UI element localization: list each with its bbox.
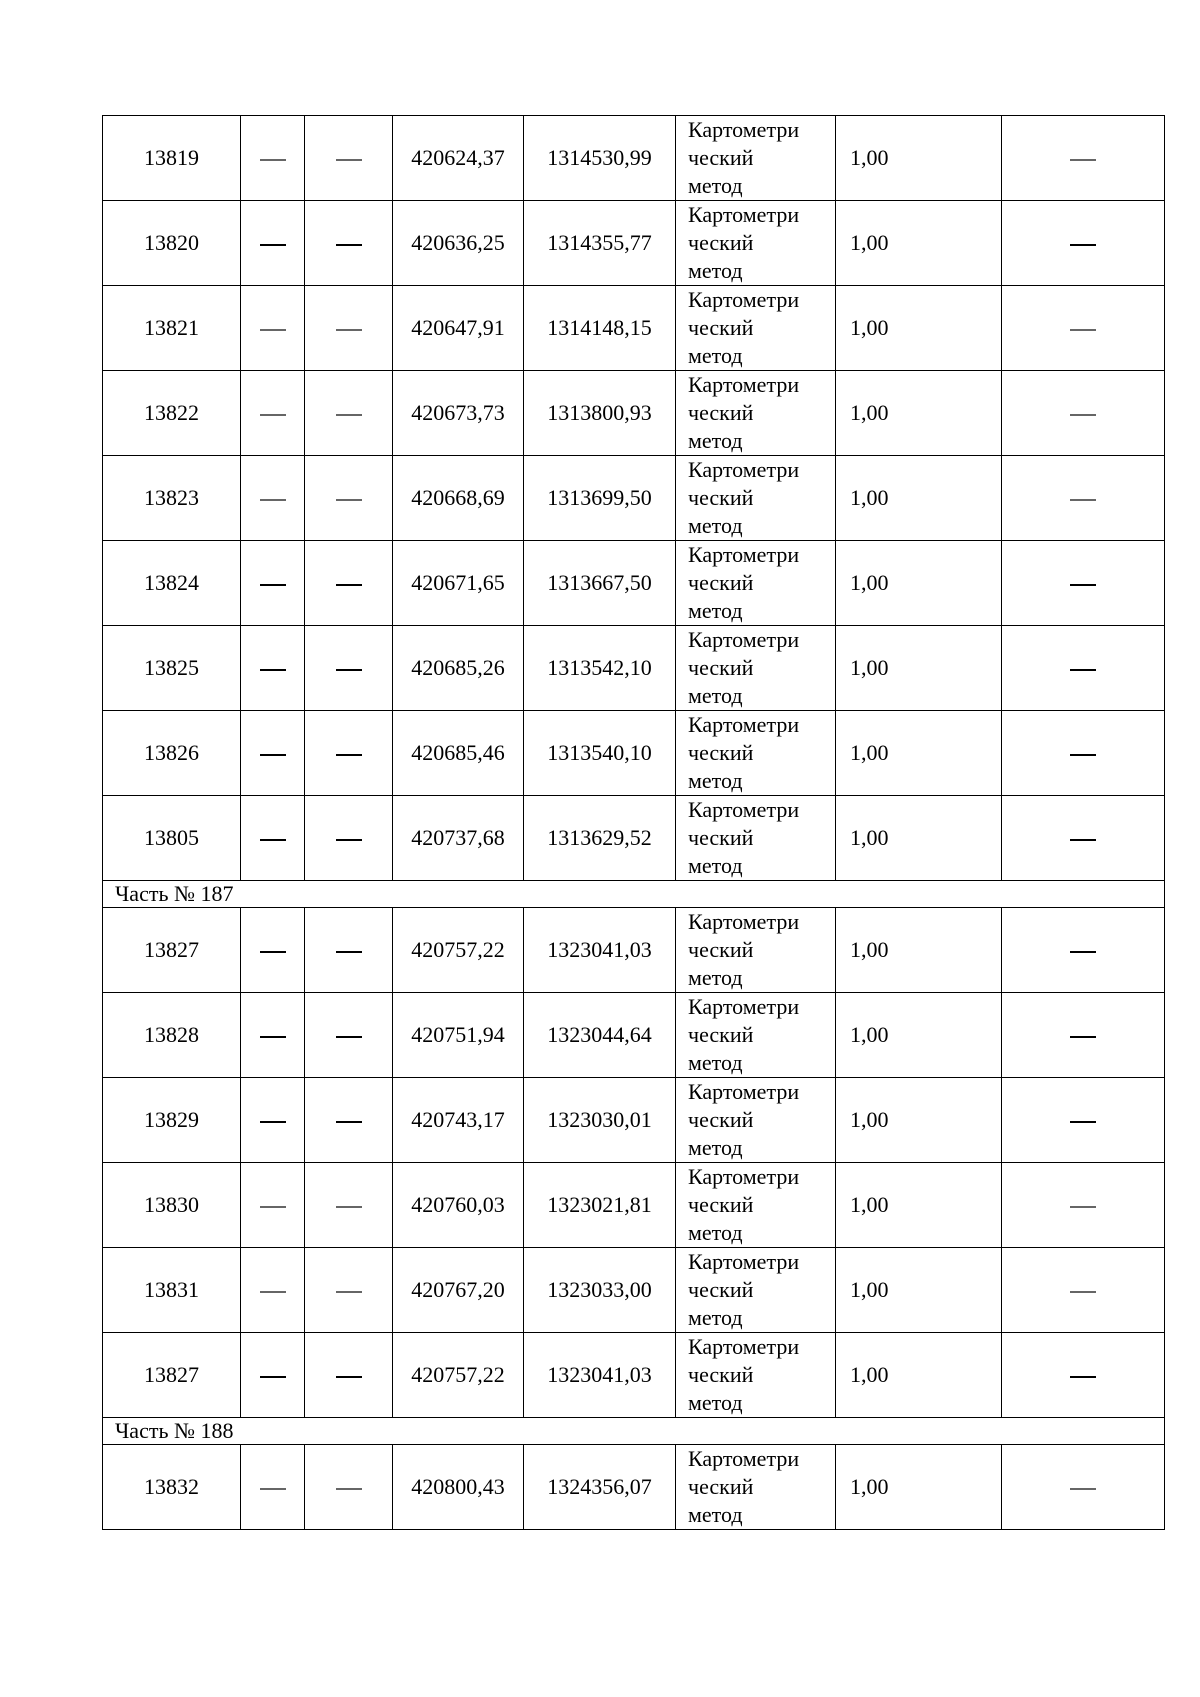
description-cell <box>1002 993 1165 1078</box>
precision-cell: 1,00 <box>836 1248 1002 1333</box>
old-x-cell <box>241 116 305 201</box>
new-y-cell: 1314530,99 <box>524 116 676 201</box>
method-cell <box>676 286 836 371</box>
method-line: ческий <box>688 825 754 850</box>
new-y-cell: 1313800,93 <box>524 371 676 456</box>
point-number-cell: 13827 <box>103 908 241 993</box>
old-x-cell <box>241 908 305 993</box>
precision-cell: 1,00 <box>836 286 1002 371</box>
old-x-cell <box>241 626 305 711</box>
method-line: Картометри <box>688 1446 800 1471</box>
dash-mark <box>1070 1121 1096 1123</box>
old-x-cell <box>241 1163 305 1248</box>
method-cell <box>676 1248 836 1333</box>
method-line: метод <box>688 1135 743 1160</box>
dash-mark <box>1070 414 1096 416</box>
old-y-cell <box>305 371 393 456</box>
description-cell <box>1002 116 1165 201</box>
old-y-cell <box>305 1163 393 1248</box>
method-line: ческий <box>688 740 754 765</box>
method-line: Картометри <box>688 909 800 934</box>
description-cell <box>1002 286 1165 371</box>
new-y-cell: 1323041,03 <box>524 1333 676 1418</box>
dash-mark <box>1070 584 1096 586</box>
dash-mark <box>336 1036 362 1038</box>
method-line: метод <box>688 598 743 623</box>
dash-mark <box>260 1488 286 1490</box>
new-x-cell: 420685,46 <box>393 711 524 796</box>
dash-mark <box>336 951 362 953</box>
old-y-cell <box>305 908 393 993</box>
method-line: ческий <box>688 1277 754 1302</box>
old-y-cell <box>305 286 393 371</box>
method-line: Картометри <box>688 994 800 1019</box>
method-line: ческий <box>688 1022 754 1047</box>
method-line: метод <box>688 1305 743 1330</box>
method-line: ческий <box>688 655 754 680</box>
method-line: Картометри <box>688 1334 800 1359</box>
dash-mark <box>336 669 362 671</box>
old-y-cell <box>305 993 393 1078</box>
method-cell <box>676 201 836 286</box>
dash-mark <box>1070 1376 1096 1378</box>
method-line: Картометри <box>688 1164 800 1189</box>
dash-mark <box>1070 754 1096 756</box>
precision-cell: 1,00 <box>836 1163 1002 1248</box>
part-label: Часть № 188 <box>103 1418 1165 1445</box>
dash-mark <box>336 414 362 416</box>
point-number-cell: 13820 <box>103 201 241 286</box>
method-line: метод <box>688 683 743 708</box>
method-line: ческий <box>688 315 754 340</box>
precision-cell: 1,00 <box>836 371 1002 456</box>
old-x-cell <box>241 796 305 881</box>
point-number-cell: 13829 <box>103 1078 241 1163</box>
table-body <box>103 116 1165 1530</box>
dash-mark <box>1070 951 1096 953</box>
method-line: метод <box>688 853 743 878</box>
method-cell <box>676 993 836 1078</box>
new-y-cell: 1314148,15 <box>524 286 676 371</box>
old-x-cell <box>241 1445 305 1530</box>
dash-mark <box>336 1121 362 1123</box>
dash-mark <box>336 754 362 756</box>
old-y-cell <box>305 711 393 796</box>
new-x-cell: 420767,20 <box>393 1248 524 1333</box>
method-line: ческий <box>688 400 754 425</box>
table-row <box>103 1248 1165 1333</box>
dash-mark <box>260 329 286 331</box>
dash-mark <box>1070 159 1096 161</box>
dash-mark <box>336 1291 362 1293</box>
description-cell <box>1002 371 1165 456</box>
precision-cell: 1,00 <box>836 541 1002 626</box>
old-y-cell <box>305 116 393 201</box>
description-cell <box>1002 1445 1165 1530</box>
new-x-cell: 420757,22 <box>393 908 524 993</box>
method-line: метод <box>688 428 743 453</box>
method-line: метод <box>688 513 743 538</box>
method-line: Картометри <box>688 457 800 482</box>
table-row <box>103 993 1165 1078</box>
table-row <box>103 711 1165 796</box>
old-x-cell <box>241 711 305 796</box>
dash-mark <box>1070 499 1096 501</box>
precision-cell: 1,00 <box>836 116 1002 201</box>
old-y-cell <box>305 541 393 626</box>
method-line: метод <box>688 343 743 368</box>
old-y-cell <box>305 1333 393 1418</box>
dash-mark <box>336 584 362 586</box>
old-x-cell <box>241 1078 305 1163</box>
method-line: метод <box>688 258 743 283</box>
dash-mark <box>336 1206 362 1208</box>
method-cell <box>676 1445 836 1530</box>
dash-mark <box>260 1291 286 1293</box>
method-cell <box>676 456 836 541</box>
precision-cell: 1,00 <box>836 711 1002 796</box>
new-y-cell: 1313629,52 <box>524 796 676 881</box>
description-cell <box>1002 1333 1165 1418</box>
dash-mark <box>260 669 286 671</box>
point-number-cell: 13828 <box>103 993 241 1078</box>
method-cell <box>676 626 836 711</box>
dash-mark <box>260 1036 286 1038</box>
new-y-cell: 1323041,03 <box>524 908 676 993</box>
method-line: Картометри <box>688 287 800 312</box>
table-row <box>103 541 1165 626</box>
point-number-cell: 13822 <box>103 371 241 456</box>
dash-mark <box>260 159 286 161</box>
method-cell <box>676 1078 836 1163</box>
method-line: Картометри <box>688 117 800 142</box>
new-x-cell: 420671,65 <box>393 541 524 626</box>
precision-cell: 1,00 <box>836 1445 1002 1530</box>
method-line: ческий <box>688 485 754 510</box>
dash-mark <box>1070 1036 1096 1038</box>
method-line: ческий <box>688 1362 754 1387</box>
method-line: ческий <box>688 1474 754 1499</box>
new-y-cell: 1323033,00 <box>524 1248 676 1333</box>
new-x-cell: 420800,43 <box>393 1445 524 1530</box>
dash-mark <box>1070 1206 1096 1208</box>
point-number-cell: 13825 <box>103 626 241 711</box>
dash-mark <box>336 499 362 501</box>
old-y-cell <box>305 1445 393 1530</box>
table-row <box>103 1078 1165 1163</box>
method-line: метод <box>688 1220 743 1245</box>
method-cell <box>676 711 836 796</box>
dash-mark <box>260 414 286 416</box>
precision-cell: 1,00 <box>836 1078 1002 1163</box>
new-x-cell: 420743,17 <box>393 1078 524 1163</box>
method-line: ческий <box>688 145 754 170</box>
description-cell <box>1002 908 1165 993</box>
new-x-cell: 420757,22 <box>393 1333 524 1418</box>
dash-mark <box>260 1121 286 1123</box>
point-number-cell: 13805 <box>103 796 241 881</box>
point-number-cell: 13821 <box>103 286 241 371</box>
method-cell <box>676 541 836 626</box>
dash-mark <box>260 839 286 841</box>
point-number-cell: 13826 <box>103 711 241 796</box>
point-number-cell: 13827 <box>103 1333 241 1418</box>
new-y-cell: 1323021,81 <box>524 1163 676 1248</box>
table-row <box>103 1163 1165 1248</box>
method-cell <box>676 116 836 201</box>
dash-mark <box>1070 1488 1096 1490</box>
precision-cell: 1,00 <box>836 201 1002 286</box>
dash-mark <box>260 754 286 756</box>
new-x-cell: 420737,68 <box>393 796 524 881</box>
old-x-cell <box>241 541 305 626</box>
dash-mark <box>260 1376 286 1378</box>
precision-cell: 1,00 <box>836 993 1002 1078</box>
method-line: ческий <box>688 1192 754 1217</box>
old-x-cell <box>241 1248 305 1333</box>
new-y-cell: 1313667,50 <box>524 541 676 626</box>
new-y-cell: 1323030,01 <box>524 1078 676 1163</box>
coordinates-table <box>102 115 1165 1530</box>
table-row <box>103 1445 1165 1530</box>
precision-cell: 1,00 <box>836 626 1002 711</box>
description-cell <box>1002 541 1165 626</box>
new-x-cell: 420624,37 <box>393 116 524 201</box>
dash-mark <box>1070 329 1096 331</box>
part-header-row <box>103 1418 1165 1445</box>
old-y-cell <box>305 626 393 711</box>
method-line: Картометри <box>688 542 800 567</box>
new-x-cell: 420760,03 <box>393 1163 524 1248</box>
old-x-cell <box>241 993 305 1078</box>
method-cell <box>676 1333 836 1418</box>
method-line: Картометри <box>688 1249 800 1274</box>
new-y-cell: 1314355,77 <box>524 201 676 286</box>
new-x-cell: 420668,69 <box>393 456 524 541</box>
new-x-cell: 420647,91 <box>393 286 524 371</box>
method-line: метод <box>688 768 743 793</box>
point-number-cell: 13832 <box>103 1445 241 1530</box>
new-x-cell: 420685,26 <box>393 626 524 711</box>
method-line: Картометри <box>688 372 800 397</box>
table-row <box>103 201 1165 286</box>
dash-mark <box>1070 839 1096 841</box>
old-y-cell <box>305 1078 393 1163</box>
method-cell <box>676 908 836 993</box>
description-cell <box>1002 1078 1165 1163</box>
old-y-cell <box>305 201 393 286</box>
old-x-cell <box>241 286 305 371</box>
dash-mark <box>336 159 362 161</box>
new-x-cell: 420751,94 <box>393 993 524 1078</box>
dash-mark <box>260 1206 286 1208</box>
method-cell <box>676 371 836 456</box>
method-line: метод <box>688 1502 743 1527</box>
part-header-row <box>103 881 1165 908</box>
dash-mark <box>1070 669 1096 671</box>
old-y-cell <box>305 456 393 541</box>
dash-mark <box>260 499 286 501</box>
point-number-cell: 13830 <box>103 1163 241 1248</box>
dash-mark <box>260 951 286 953</box>
point-number-cell: 13831 <box>103 1248 241 1333</box>
dash-mark <box>336 1376 362 1378</box>
table-row <box>103 626 1165 711</box>
dash-mark <box>336 1488 362 1490</box>
precision-cell: 1,00 <box>836 456 1002 541</box>
dash-mark <box>336 839 362 841</box>
old-y-cell <box>305 1248 393 1333</box>
point-number-cell: 13823 <box>103 456 241 541</box>
method-line: Картометри <box>688 627 800 652</box>
table-row <box>103 116 1165 201</box>
precision-cell: 1,00 <box>836 1333 1002 1418</box>
method-line: Картометри <box>688 1079 800 1104</box>
table-row <box>103 286 1165 371</box>
table-row <box>103 371 1165 456</box>
description-cell <box>1002 456 1165 541</box>
new-x-cell: 420673,73 <box>393 371 524 456</box>
method-line: Картометри <box>688 202 800 227</box>
precision-cell: 1,00 <box>836 908 1002 993</box>
part-label: Часть № 187 <box>103 881 1165 908</box>
new-y-cell: 1313540,10 <box>524 711 676 796</box>
method-line: ческий <box>688 1107 754 1132</box>
dash-mark <box>336 244 362 246</box>
description-cell <box>1002 201 1165 286</box>
description-cell <box>1002 626 1165 711</box>
method-cell <box>676 796 836 881</box>
method-cell <box>676 1163 836 1248</box>
old-x-cell <box>241 456 305 541</box>
table-row <box>103 908 1165 993</box>
table-row <box>103 796 1165 881</box>
dash-mark <box>1070 244 1096 246</box>
description-cell <box>1002 796 1165 881</box>
description-cell <box>1002 1163 1165 1248</box>
method-line: метод <box>688 1050 743 1075</box>
old-x-cell <box>241 371 305 456</box>
dash-mark <box>1070 1291 1096 1293</box>
point-number-cell: 13819 <box>103 116 241 201</box>
precision-cell: 1,00 <box>836 796 1002 881</box>
new-y-cell: 1324356,07 <box>524 1445 676 1530</box>
method-line: ческий <box>688 230 754 255</box>
old-x-cell <box>241 1333 305 1418</box>
new-y-cell: 1313699,50 <box>524 456 676 541</box>
table-row <box>103 456 1165 541</box>
description-cell <box>1002 1248 1165 1333</box>
method-line: метод <box>688 173 743 198</box>
table-row <box>103 1333 1165 1418</box>
dash-mark <box>260 584 286 586</box>
method-line: Картометри <box>688 712 800 737</box>
description-cell <box>1002 711 1165 796</box>
dash-mark <box>336 329 362 331</box>
method-line: Картометри <box>688 797 800 822</box>
method-line: метод <box>688 1390 743 1415</box>
point-number-cell: 13824 <box>103 541 241 626</box>
method-line: ческий <box>688 570 754 595</box>
old-y-cell <box>305 796 393 881</box>
new-y-cell: 1323044,64 <box>524 993 676 1078</box>
new-x-cell: 420636,25 <box>393 201 524 286</box>
new-y-cell: 1313542,10 <box>524 626 676 711</box>
method-line: метод <box>688 965 743 990</box>
dash-mark <box>260 244 286 246</box>
method-line: ческий <box>688 937 754 962</box>
old-x-cell <box>241 201 305 286</box>
